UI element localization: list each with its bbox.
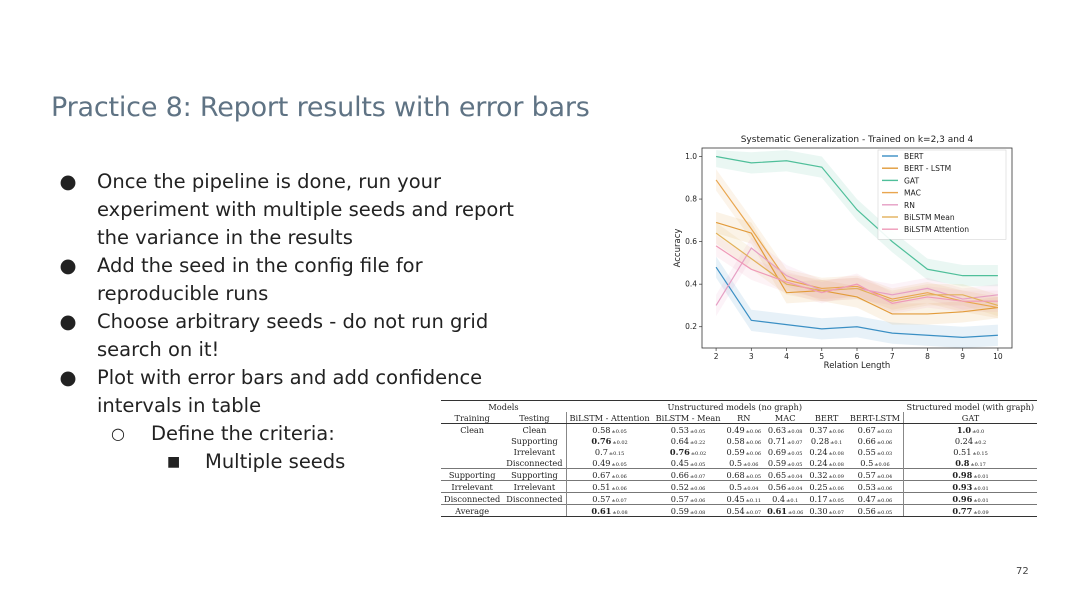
cell-value xyxy=(847,424,904,436)
cell-testing: Disconnected xyxy=(503,457,566,469)
column-header: BiLSTM - Attention xyxy=(566,412,653,424)
cell-error: ±0.08 xyxy=(612,509,628,516)
cell-testing: Supporting xyxy=(503,435,566,446)
cell-value xyxy=(806,446,847,457)
cell-value xyxy=(847,493,904,505)
cell-error: ±0.03 xyxy=(876,428,893,435)
bullet-marker-icon: ● xyxy=(59,170,77,193)
table-row xyxy=(441,446,1037,457)
cell-mean: 0.17 xyxy=(809,493,828,504)
bullet-text-line: Once the pipeline is done, run your xyxy=(97,170,442,193)
cell-value xyxy=(847,481,904,493)
cell-value xyxy=(764,424,806,436)
bullet-marker-icon: ○ xyxy=(111,424,125,443)
cell-mean: 0.7 xyxy=(594,446,608,457)
cell-value xyxy=(724,493,765,505)
cell-error: ±0.07 xyxy=(828,509,844,516)
column-header: Training xyxy=(441,412,503,424)
cell-value xyxy=(764,446,806,457)
cell-error: ±0.1 xyxy=(830,439,843,446)
bullet-text-line: the variance in the results xyxy=(97,226,353,249)
cell-value xyxy=(903,457,1037,469)
column-header: MAC xyxy=(764,412,806,424)
cell-mean: 0.45 xyxy=(670,457,689,468)
cell-mean: 0.96 xyxy=(952,493,973,504)
cell-error: ±0.04 xyxy=(787,485,803,492)
cell-value xyxy=(764,493,806,505)
cell-value xyxy=(724,505,765,517)
y-axis-label: Accuracy xyxy=(673,228,683,268)
cell-value xyxy=(847,446,904,457)
cell-mean: 0.45 xyxy=(726,493,745,504)
cell-mean: 0.24 xyxy=(809,446,828,457)
cell-mean: 0.59 xyxy=(670,505,689,516)
bullet-marker-icon: ● xyxy=(59,254,77,277)
cell-mean: 0.24 xyxy=(954,435,974,446)
cell-value xyxy=(903,446,1037,457)
cell-error: ±0.05 xyxy=(611,428,627,435)
cell-value xyxy=(764,481,806,493)
cell-error: ±0.0 xyxy=(972,428,985,435)
bullet-item xyxy=(56,308,576,364)
cell-mean: 0.68 xyxy=(726,469,745,480)
legend-label: BiLSTM Mean xyxy=(904,213,955,222)
x-tick-label: 10 xyxy=(993,352,1003,361)
cell-mean: 0.59 xyxy=(726,446,745,457)
cell-mean: 0.77 xyxy=(952,505,973,516)
legend-label: BiLSTM Attention xyxy=(904,225,970,235)
column-header: Testing xyxy=(503,412,566,424)
cell-value xyxy=(847,469,904,481)
cell-value xyxy=(653,424,724,436)
x-tick-label: 2 xyxy=(713,352,719,361)
header-models: Models xyxy=(441,401,566,413)
cell-error: ±0.06 xyxy=(874,461,890,468)
cell-value xyxy=(806,424,847,436)
cell-mean: 0.24 xyxy=(809,457,828,468)
x-tick-label: 9 xyxy=(960,352,966,361)
column-header: BiLSTM - Mean xyxy=(653,412,724,424)
cell-value xyxy=(653,446,724,457)
cell-error: ±0.07 xyxy=(745,509,762,516)
cell-error: ±0.04 xyxy=(787,473,803,480)
cell-value xyxy=(764,505,806,517)
cell-testing: Clean xyxy=(503,424,566,436)
bullet-item xyxy=(56,252,576,308)
cell-error: ±0.08 xyxy=(828,450,844,457)
table-row xyxy=(441,481,1037,493)
cell-training: Disconnected xyxy=(441,493,503,505)
y-tick-label: 0.6 xyxy=(685,237,697,247)
header-unstructured: Unstructured models (no graph) xyxy=(566,401,903,413)
cell-error: ±0.08 xyxy=(828,461,844,468)
cell-mean: 0.64 xyxy=(670,435,689,446)
cell-mean: 0.49 xyxy=(726,424,745,435)
cell-error: ±0.05 xyxy=(745,473,762,480)
cell-mean: 0.59 xyxy=(767,457,787,468)
cell-error: ±0.06 xyxy=(788,509,804,516)
table-row xyxy=(441,493,1037,505)
cell-error: ±0.15 xyxy=(972,450,988,457)
cell-value xyxy=(806,457,847,469)
cell-mean: 0.53 xyxy=(857,481,876,492)
column-header: RN xyxy=(724,412,765,424)
cell-error: ±0.17 xyxy=(970,461,986,468)
cell-error: ±0.1 xyxy=(786,497,799,504)
cell-testing: Supporting xyxy=(503,469,566,481)
cell-error: ±0.06 xyxy=(611,473,627,480)
cell-mean: 0.51 xyxy=(592,481,611,492)
cell-mean: 0.61 xyxy=(591,505,612,516)
cell-value xyxy=(566,481,653,493)
cell-error: ±0.06 xyxy=(745,450,762,457)
cell-error: ±0.02 xyxy=(612,439,628,446)
page-number: 72 xyxy=(1016,566,1029,577)
cell-value xyxy=(724,435,765,446)
cell-value xyxy=(903,469,1037,481)
cell-error: ±0.05 xyxy=(787,461,803,468)
cell-mean: 0.69 xyxy=(767,446,787,457)
cell-value xyxy=(566,505,653,517)
cell-error: ±0.08 xyxy=(690,509,706,516)
cell-value xyxy=(847,505,904,517)
cell-mean: 0.66 xyxy=(857,435,876,446)
cell-mean: 0.58 xyxy=(592,424,611,435)
header-structured: Structured model (with graph) xyxy=(903,401,1037,413)
cell-mean: 0.5 xyxy=(729,481,743,492)
cell-error: ±0.06 xyxy=(745,439,762,446)
cell-value xyxy=(903,435,1037,446)
cell-value xyxy=(903,424,1037,436)
cell-value xyxy=(653,469,724,481)
legend-label: BERT xyxy=(904,152,924,161)
y-tick-label: 0.8 xyxy=(685,194,697,204)
cell-error: ±0.06 xyxy=(876,497,893,504)
bullet-text-line: Plot with error bars and add confidence xyxy=(97,366,483,389)
x-tick-label: 4 xyxy=(784,352,789,361)
cell-mean: 0.5 xyxy=(860,457,874,468)
bullet-item xyxy=(56,168,576,252)
column-header: BERT xyxy=(806,412,847,424)
cell-mean: 0.76 xyxy=(591,435,612,446)
cell-error: ±0.01 xyxy=(973,473,989,480)
cell-mean: 0.66 xyxy=(670,469,689,480)
cell-mean: 0.5 xyxy=(729,457,743,468)
cell-error: ±0.11 xyxy=(745,497,762,504)
legend-label: BERT - LSTM xyxy=(904,164,952,174)
cell-error: ±0.05 xyxy=(876,509,893,516)
cell-error: ±0.22 xyxy=(690,439,706,446)
legend-label: RN xyxy=(904,200,915,210)
cell-value xyxy=(847,435,904,446)
y-tick-label: 1.0 xyxy=(685,152,697,162)
cell-value xyxy=(653,493,724,505)
cell-testing: Irrelevant xyxy=(503,481,566,493)
cell-value xyxy=(764,469,806,481)
bullet-text-line: reproducible runs xyxy=(97,282,269,305)
table-row xyxy=(441,435,1037,446)
x-tick-label: 5 xyxy=(819,352,825,361)
cell-value xyxy=(903,505,1037,517)
cell-error: ±0.15 xyxy=(608,450,625,457)
cell-mean: 0.30 xyxy=(809,505,828,516)
cell-mean: 1.0 xyxy=(956,424,972,435)
cell-mean: 0.58 xyxy=(726,435,745,446)
cell-mean: 0.65 xyxy=(767,469,787,480)
cell-mean: 0.32 xyxy=(809,469,828,480)
cell-testing xyxy=(503,505,566,517)
cell-training xyxy=(441,435,503,446)
cell-mean: 0.25 xyxy=(809,481,828,492)
cell-value xyxy=(764,435,806,446)
legend-label: GAT xyxy=(904,176,920,186)
chart-title: Systematic Generalization - Trained on k=2,3 and 4 xyxy=(740,135,974,145)
cell-error: ±0.06 xyxy=(828,428,844,435)
cell-testing: Irrelevant xyxy=(503,446,566,457)
bullet-text-line: Choose arbitrary seeds - do not run grid xyxy=(97,310,489,333)
cell-error: ±0.05 xyxy=(690,428,706,435)
cell-mean: 0.49 xyxy=(592,457,611,468)
cell-value xyxy=(806,481,847,493)
cell-error: ±0.05 xyxy=(828,497,844,504)
cell-value xyxy=(724,481,765,493)
cell-mean: 0.71 xyxy=(767,435,787,446)
x-tick-label: 6 xyxy=(854,352,860,361)
cell-training: Supporting xyxy=(441,469,503,481)
cell-value xyxy=(806,435,847,446)
cell-error: ±0.06 xyxy=(690,497,706,504)
cell-value xyxy=(806,505,847,517)
cell-error: ±0.06 xyxy=(876,485,893,492)
cell-value xyxy=(653,457,724,469)
cell-mean: 0.28 xyxy=(810,435,830,446)
column-header: BERT-LSTM xyxy=(847,412,904,424)
table-row xyxy=(441,424,1037,436)
cell-training xyxy=(441,446,503,457)
cell-error: ±0.04 xyxy=(876,473,893,480)
cell-mean: 0.93 xyxy=(952,481,973,492)
cell-value xyxy=(566,457,653,469)
cell-value xyxy=(724,469,765,481)
cell-training xyxy=(441,457,503,469)
cell-mean: 0.4 xyxy=(772,493,786,504)
cell-error: ±0.06 xyxy=(611,485,627,492)
table-row xyxy=(441,505,1037,517)
bullet-text-line: Add the seed in the config file for xyxy=(97,254,423,277)
cell-value xyxy=(724,446,765,457)
bullet-marker-icon: ● xyxy=(59,366,77,389)
cell-error: ±0.06 xyxy=(690,485,706,492)
bullet-text-line: experiment with multiple seeds and report xyxy=(97,198,514,221)
cell-value xyxy=(566,469,653,481)
cell-error: ±0.09 xyxy=(973,509,989,516)
y-tick-label: 0.2 xyxy=(685,322,697,332)
cell-value xyxy=(653,435,724,446)
cell-value xyxy=(764,457,806,469)
cell-mean: 0.67 xyxy=(857,424,876,435)
cell-value xyxy=(724,457,765,469)
bullet-text-line: Multiple seeds xyxy=(205,450,346,473)
cell-value xyxy=(653,481,724,493)
results-table xyxy=(441,400,1037,517)
cell-mean: 0.54 xyxy=(726,505,745,516)
cell-error: ±0.05 xyxy=(787,450,803,457)
cell-error: ±0.06 xyxy=(876,439,893,446)
cell-mean: 0.52 xyxy=(670,481,689,492)
bullet-text-line: intervals in table xyxy=(97,394,262,417)
cell-mean: 0.57 xyxy=(592,493,611,504)
cell-mean: 0.57 xyxy=(670,493,689,504)
cell-value xyxy=(847,457,904,469)
cell-mean: 0.56 xyxy=(857,505,876,516)
cell-value xyxy=(806,493,847,505)
bullet-marker-icon: ■ xyxy=(167,454,181,470)
legend-label: MAC xyxy=(904,188,921,198)
table-row xyxy=(441,457,1037,469)
cell-mean: 0.57 xyxy=(857,469,876,480)
cell-value xyxy=(903,493,1037,505)
cell-training: Irrelevant xyxy=(441,481,503,493)
cell-mean: 0.61 xyxy=(767,505,788,516)
cell-value xyxy=(566,446,653,457)
x-axis-label: Relation Length xyxy=(823,361,891,370)
line-chart xyxy=(668,130,1018,370)
cell-error: ±0.05 xyxy=(611,461,627,468)
cell-testing: Disconnected xyxy=(503,493,566,505)
cell-value xyxy=(724,424,765,436)
cell-mean: 0.8 xyxy=(955,457,970,468)
x-tick-label: 7 xyxy=(889,352,895,361)
table-row xyxy=(441,469,1037,481)
bullet-marker-icon: ● xyxy=(59,310,77,333)
cell-mean: 0.53 xyxy=(670,424,689,435)
slide-title: Practice 8: Report results with error bars xyxy=(51,92,590,123)
cell-error: ±0.07 xyxy=(787,439,803,446)
cell-training: Clean xyxy=(460,424,485,435)
cell-mean: 0.63 xyxy=(767,424,787,435)
cell-error: ±0.06 xyxy=(828,485,844,492)
cell-error: ±0.01 xyxy=(973,485,989,492)
cell-value xyxy=(566,493,653,505)
cell-value xyxy=(903,481,1037,493)
cell-value xyxy=(653,505,724,517)
cell-mean: 0.47 xyxy=(857,493,876,504)
cell-mean: 0.37 xyxy=(809,424,828,435)
cell-error: ±0.03 xyxy=(876,450,893,457)
cell-error: ±0.06 xyxy=(743,461,759,468)
cell-error: ±0.08 xyxy=(787,428,803,435)
cell-training: Average xyxy=(441,505,503,517)
bullet-text-line: Define the criteria: xyxy=(151,422,335,445)
cell-mean: 0.76 xyxy=(669,446,690,457)
cell-value xyxy=(566,435,653,446)
cell-error: ±0.02 xyxy=(690,450,707,457)
cell-error: ±0.07 xyxy=(611,497,627,504)
cell-mean: 0.98 xyxy=(952,469,973,480)
cell-error: ±0.01 xyxy=(973,497,989,504)
bullet-text-line: search on it! xyxy=(97,338,220,361)
cell-error: ±0.06 xyxy=(745,428,762,435)
cell-mean: 0.56 xyxy=(767,481,787,492)
cell-value xyxy=(806,469,847,481)
cell-mean: 0.55 xyxy=(857,446,876,457)
results-table-container xyxy=(441,400,1035,517)
column-header: GAT xyxy=(903,412,1037,424)
cell-error: ±0.09 xyxy=(828,473,844,480)
cell-mean: 0.67 xyxy=(592,469,611,480)
x-tick-label: 8 xyxy=(925,352,930,361)
x-tick-label: 3 xyxy=(748,352,754,361)
cell-error: ±0.2 xyxy=(974,439,987,446)
cell-error: ±0.07 xyxy=(690,473,706,480)
cell-error: ±0.05 xyxy=(690,461,706,468)
cell-mean: 0.51 xyxy=(953,446,972,457)
cell-error: ±0.04 xyxy=(743,485,759,492)
cell-value xyxy=(566,424,653,436)
y-tick-label: 0.4 xyxy=(685,279,697,289)
